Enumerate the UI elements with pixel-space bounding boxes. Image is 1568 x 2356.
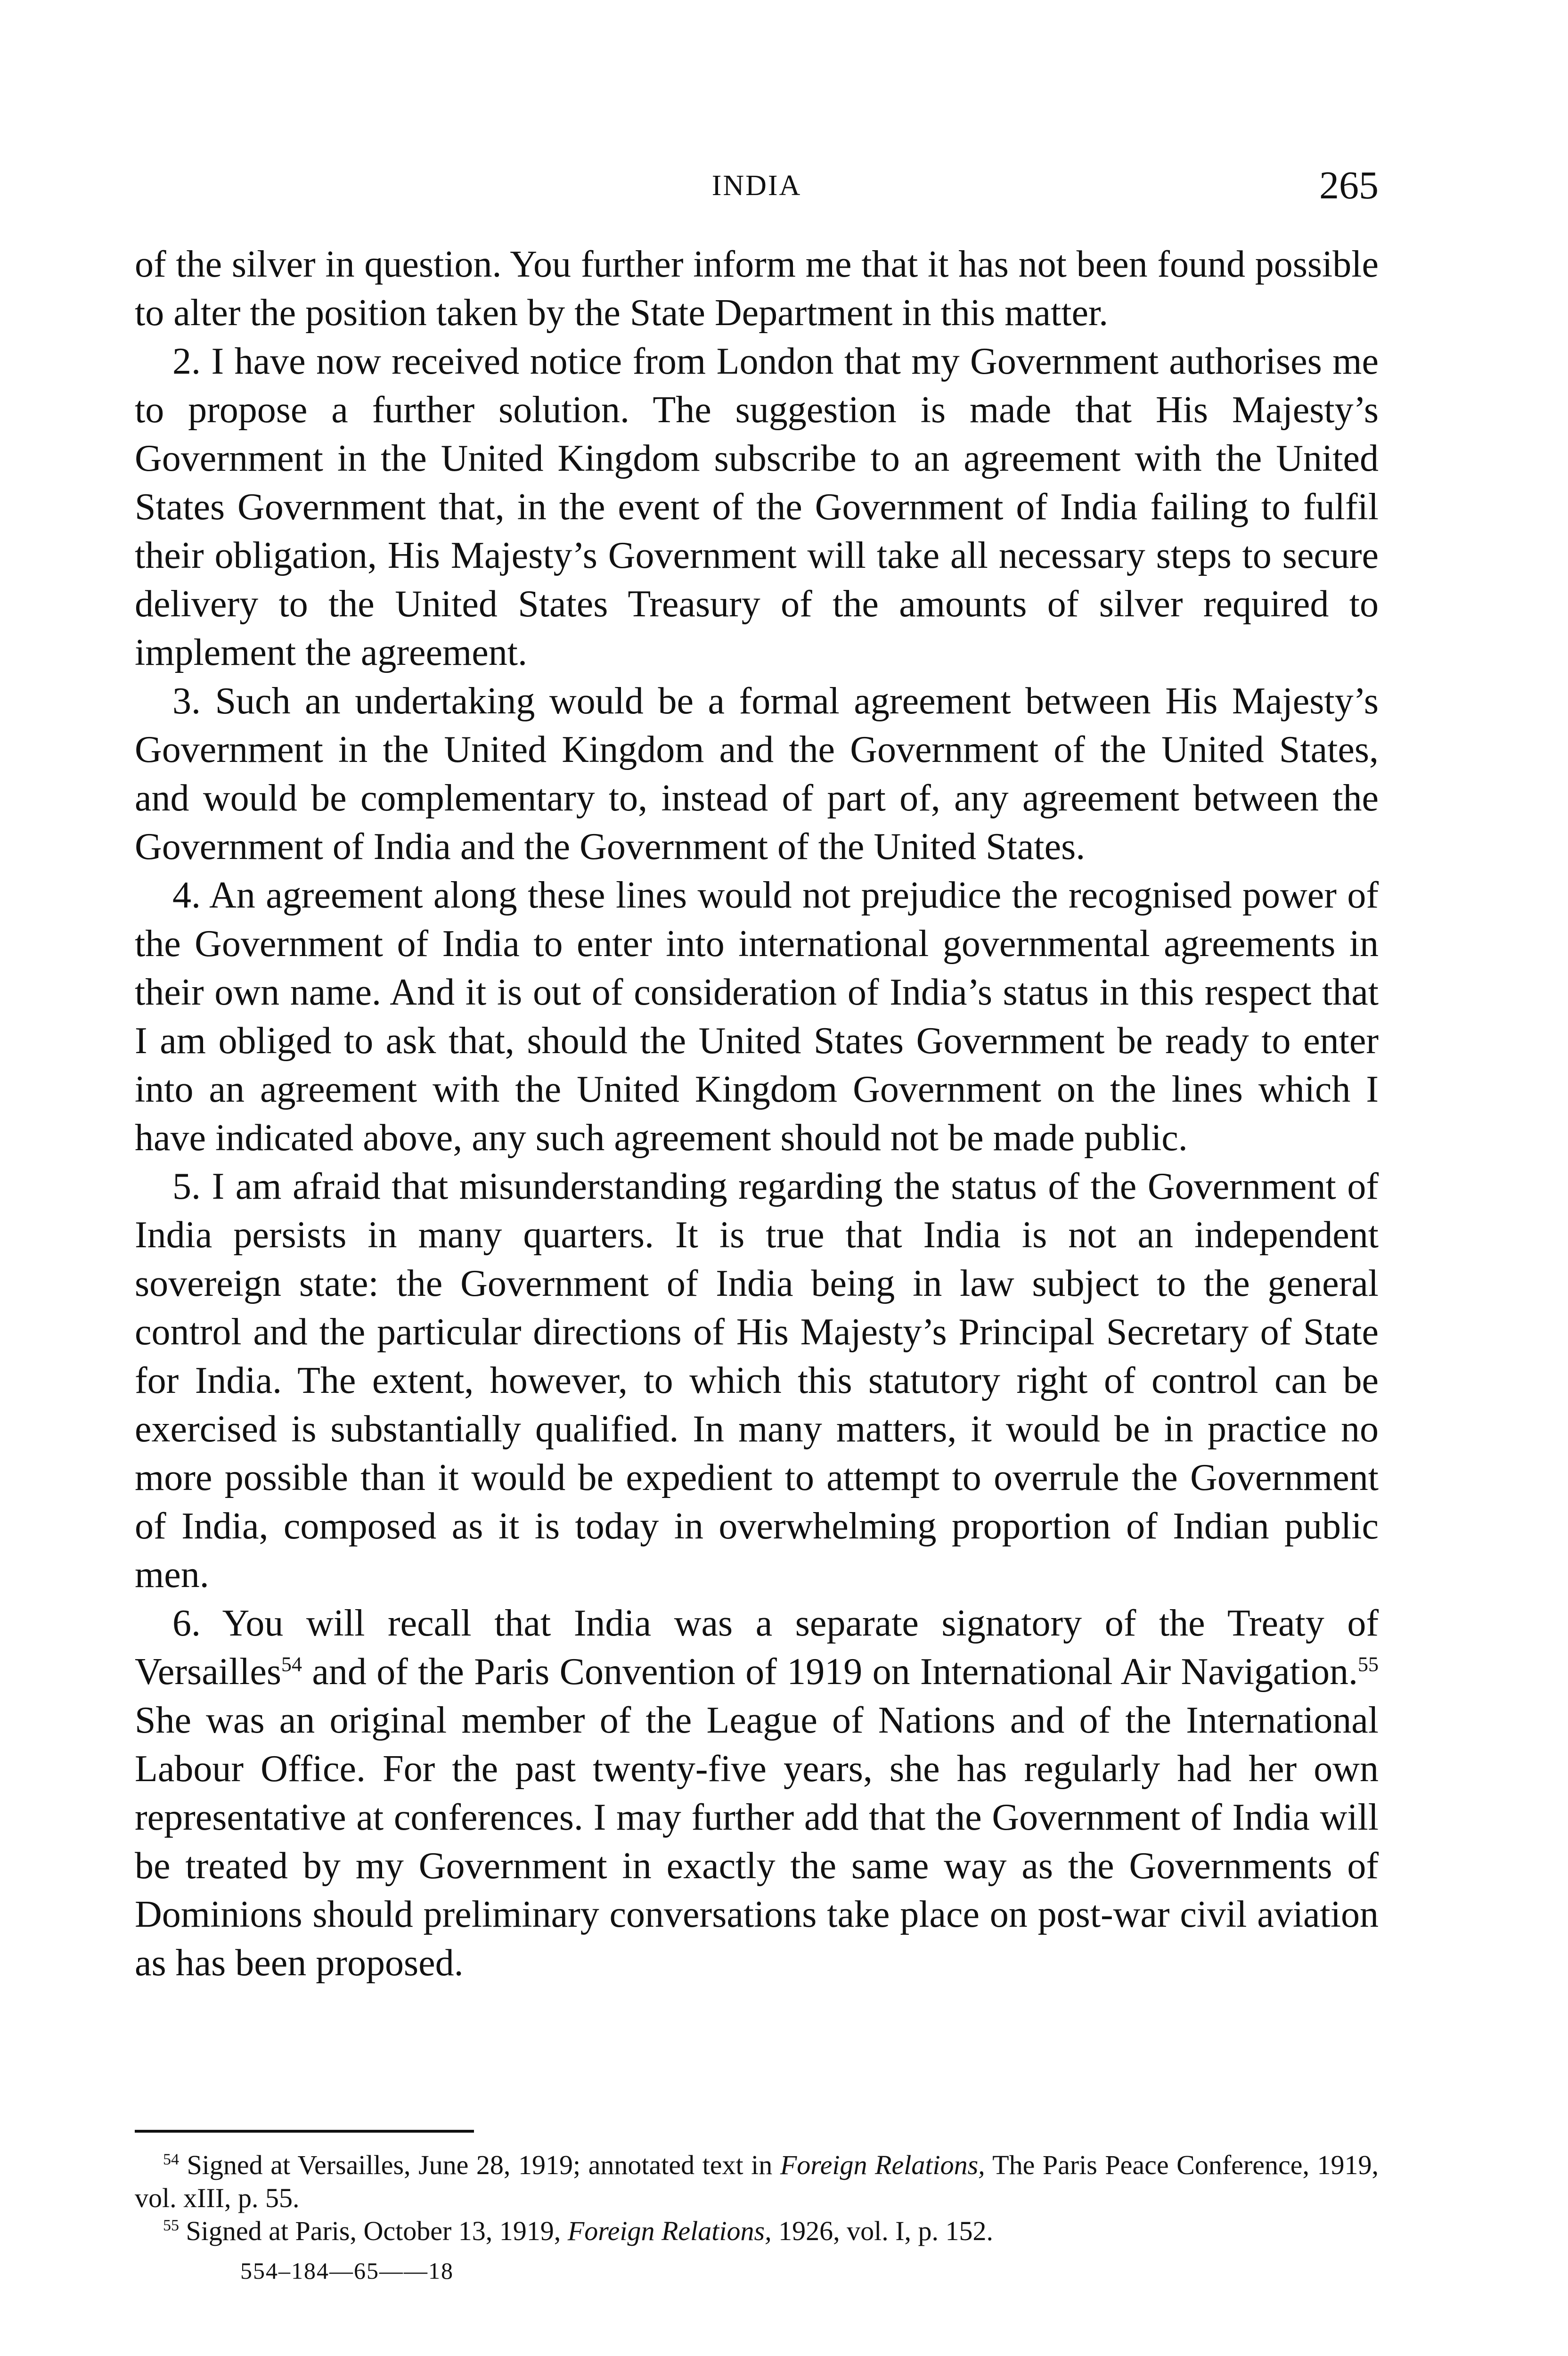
footnote-54-text-2: The Paris Peace Conference, 1919, vol. xIII, p. 55. [135, 2150, 1379, 2213]
footnote-54-italic: Foreign Relations, [780, 2150, 985, 2180]
footnote-marker-55: 55 [163, 2217, 179, 2234]
footnote-54-text-1: Signed at Versailles, June 28, 1919; annotated text in [179, 2150, 780, 2180]
paragraph-1: of the silver in question. You further inform me that it has not been found possible to alter the position taken by the State Department in this matter. [135, 244, 1379, 334]
footnote-55-text-1: Signed at Paris, October 13, 1919, [179, 2216, 568, 2246]
footnote-ref-54: 54 [281, 1652, 302, 1676]
footnote-divider [135, 2130, 474, 2133]
page-number: 265 [1319, 164, 1379, 207]
paragraph-3: 3. Such an undertaking would be a formal agreement between His Majesty’s Government in the United Kingdom and the Government of the United States, and would be complementary to, instead of part of, any agreement between the Government of India and the Government of the United States. [135, 680, 1379, 867]
footnote-55-italic: Foreign Relations, [567, 2216, 772, 2246]
footnote-marker-54: 54 [163, 2151, 179, 2168]
paragraph-4: 4. An agreement along these lines would not prejudice the recognised power of the Government of India to enter into international governmental agreements in their own name. And it is out of consideration of India’s status in this respect that I am obliged to ask that, should the United States Government be ready to enter into an agreement with the United Kingdom Government on the lines which I have indicated above, any such agreement should not be made public. [135, 875, 1379, 1159]
body-text [135, 240, 1379, 1988]
page-header [135, 163, 1379, 210]
paragraph-5: 5. I am afraid that misunderstanding regarding the status of the Government of India persists in many quarters. It is true that India is not an independent sovereign state: the Government of India being in law subject to the general control and the particular directions of His Majesty’s Principal Secretary of State for India. The extent, however, to which this statutory right of control can be exercised is substantially qualified. In many matters, it would be in practice no more possible than it would be expedient to attempt to overrule the Government of India, composed as it is today in overwhelming proportion of Indian public men. [135, 1166, 1379, 1595]
running-title: INDIA [711, 170, 802, 202]
paragraph-2: 2. I have now received notice from London that my Government authorises me to propose a further solution. The suggestion is made that His Majesty’s Government in the United Kingdom subscribe to an agreement with the United States Government that, in the event of the Government of India failing to fulfil their obligation, His Majesty’s Government will take all necessary steps to secure delivery to the United States Treasury of the amounts of silver required to implement the agreement. [135, 341, 1379, 673]
footnote-54 [135, 2149, 1379, 2215]
printer-code: 554–184—65——18 [240, 2258, 454, 2284]
footnote-55-text-2: 1926, vol. I, p. 152. [771, 2216, 994, 2246]
paragraph-6-part-1: 6. You will recall that India was a separate signatory of the Treaty of Versailles [135, 1603, 1379, 1693]
paragraph-6-part-2: and of the Paris Convention of 1919 on International Air Navigation. [302, 1651, 1358, 1693]
paragraph-6-part-3: She was an original member of the League of Nations and of the International Labour Office. For the past twenty-five years, she has regularly had her own representative at conferences. I may further add that the Government of India will be treated by my Government in exactly the same way as the Governments of Dominions should preliminary conversations take place on post-war civil aviation as has been proposed. [135, 1700, 1379, 1984]
paragraph-6 [135, 1599, 1379, 1988]
footnotes [135, 2149, 1379, 2248]
footnote-55 [135, 2215, 1379, 2248]
footnote-ref-55: 55 [1358, 1652, 1379, 1676]
